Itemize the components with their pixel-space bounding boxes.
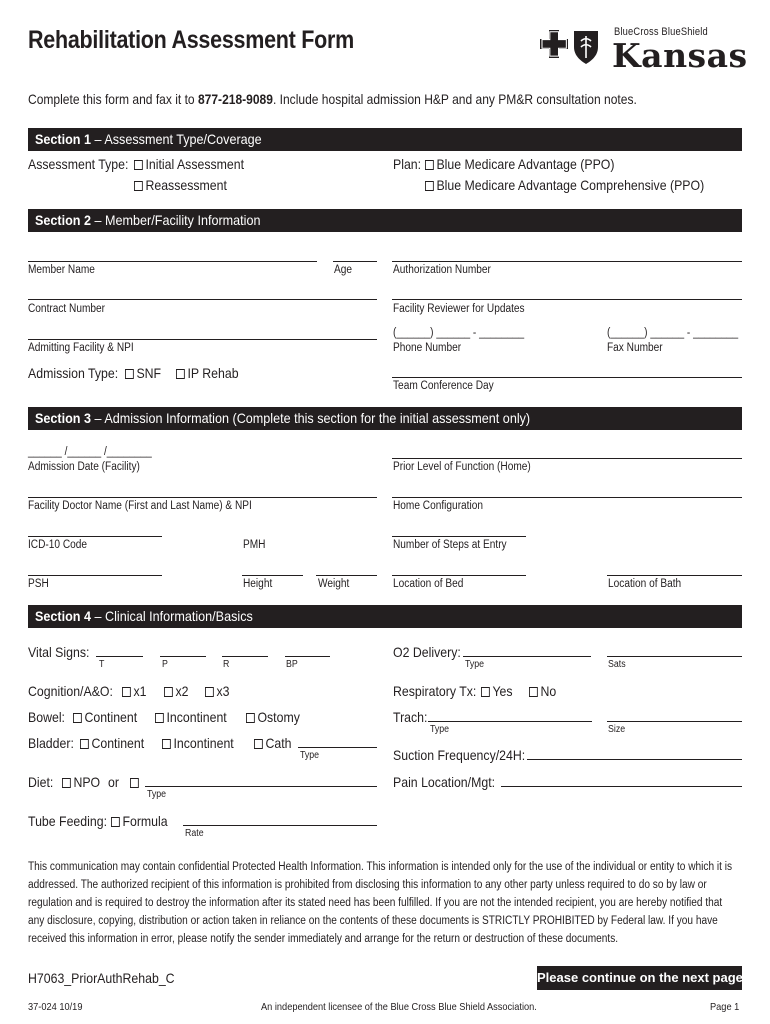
prior-level-label: Prior Level of Function (Home) — [393, 461, 531, 473]
o2-type-label: Type — [465, 659, 485, 670]
fax-number: 877-218-9089 — [197, 91, 273, 107]
respiratory-yes-option[interactable]: Yes — [481, 683, 513, 699]
diet-or-text: or — [108, 774, 119, 790]
pain-field[interactable] — [501, 786, 742, 787]
form-number: 37-024 10/19 — [28, 1001, 83, 1013]
bowel-ostomy-option[interactable]: Ostomy — [246, 709, 300, 725]
diet-npo-option[interactable]: NPO — [62, 774, 100, 790]
psh-label: PSH — [28, 578, 49, 590]
age-label: Age — [334, 264, 353, 276]
respiratory-no-option[interactable]: No — [529, 683, 556, 699]
logo-state-text: Kansas — [612, 36, 748, 75]
authorization-number-field[interactable] — [392, 261, 742, 262]
confidentiality-notice: This communication may contain confidential Protected Health Information. This information is intended only for the use of the individual or entity to which it is addressed. The authorized recipient of this information is prohibited from disclosing this information to any other party unless required to do so by law or regulation and is required to destroy the information after its stated need has been fulfilled. If you are not the intended recipient, you are hereby notified that any disclosure, copying, distribution or action taken in reliance on the contents of these documents is STRICTLY PROHIBITED by Federal law. If you have received this information in error, please notify the sender immediately and arrange for the return or destruction of these documents. — [28, 861, 733, 946]
facility-reviewer-label: Facility Reviewer for Updates — [393, 303, 525, 315]
vital-t-field[interactable] — [96, 656, 143, 657]
suction-label: Suction Frequency/24H: — [393, 747, 526, 763]
vital-r-field[interactable] — [222, 656, 268, 657]
vital-signs-label: Vital Signs: — [28, 644, 90, 660]
section1-header: Section 1 – Assessment Type/Coverage — [28, 128, 742, 151]
age-field[interactable] — [333, 261, 377, 262]
plan-ppo-option[interactable]: Blue Medicare Advantage (PPO) — [425, 156, 615, 172]
intro-text: Complete this form and fax it to 877-218-9089. Include hospital admission H&P and any PM&R consultation notes. — [28, 91, 637, 107]
admission-date-label: Admission Date (Facility) — [28, 461, 140, 473]
icd10-field[interactable] — [28, 536, 162, 537]
rate-label: Rate — [185, 828, 204, 839]
checkbox[interactable] — [125, 369, 134, 379]
contract-number-field[interactable] — [28, 299, 377, 300]
pain-label: Pain Location/Mgt: — [393, 774, 496, 790]
prior-level-field[interactable] — [392, 458, 742, 459]
plan-comprehensive-option[interactable]: Blue Medicare Advantage Comprehensive (PPO) — [425, 177, 704, 193]
psh-field[interactable] — [28, 575, 162, 576]
checkbox[interactable] — [162, 739, 171, 749]
checkbox[interactable] — [130, 778, 139, 788]
tube-feeding-label: Tube Feeding: — [28, 813, 107, 829]
contract-number-label: Contract Number — [28, 303, 106, 315]
team-conference-day-label: Team Conference Day — [393, 380, 494, 392]
team-conference-day-field[interactable] — [392, 377, 742, 378]
height-label: Height — [243, 578, 273, 590]
admitting-facility-field[interactable] — [28, 339, 377, 340]
vital-bp-label: BP — [286, 659, 298, 670]
location-bed-label: Location of Bed — [393, 578, 464, 590]
steps-at-entry-field[interactable] — [392, 536, 526, 537]
admission-type-label: Admission Type: — [28, 365, 119, 381]
respiratory-label: Respiratory Tx: — [393, 683, 477, 699]
bowel-label: Bowel: — [28, 709, 65, 725]
page-number: Page 1 — [710, 1001, 740, 1013]
location-bath-field[interactable] — [607, 575, 742, 576]
location-bath-label: Location of Bath — [608, 578, 682, 590]
checkbox[interactable] — [164, 687, 173, 697]
diet-label: Diet: — [28, 774, 54, 790]
suction-field[interactable] — [527, 759, 742, 760]
vital-bp-field[interactable] — [285, 656, 330, 657]
checkbox[interactable] — [481, 687, 490, 697]
cross-shield-icon — [540, 28, 602, 66]
icd10-label: ICD-10 Code — [28, 539, 88, 551]
tube-feeding-rate-field[interactable] — [183, 825, 377, 826]
trach-type-label: Type — [430, 724, 450, 735]
vital-t-label: T — [99, 659, 105, 670]
sats-field[interactable] — [607, 656, 742, 657]
plan-label: Plan: — [393, 156, 422, 172]
vital-r-label: R — [223, 659, 230, 670]
home-configuration-label: Home Configuration — [393, 500, 484, 512]
diet-other-option[interactable] — [130, 774, 141, 790]
bowel-continent-option[interactable]: Continent — [73, 709, 137, 725]
weight-label: Weight — [318, 578, 350, 590]
cognition-x1-option[interactable]: x1 — [122, 683, 146, 699]
bcbs-logo — [540, 28, 600, 64]
continue-banner: Please continue on the next page. — [537, 966, 742, 990]
cath-type-field[interactable] — [298, 747, 377, 748]
bladder-cath-option[interactable]: Cath — [254, 735, 291, 751]
cognition-x2-option[interactable]: x2 — [164, 683, 188, 699]
vital-p-label: P — [162, 659, 168, 670]
checkbox[interactable] — [176, 369, 185, 379]
bowel-incontinent-option[interactable]: Incontinent — [155, 709, 227, 725]
admitting-facility-label: Admitting Facility & NPI — [28, 342, 134, 354]
checkbox[interactable] — [134, 181, 143, 191]
checkbox[interactable] — [134, 160, 143, 170]
trach-size-field[interactable] — [607, 721, 742, 722]
facility-reviewer-field[interactable] — [392, 299, 742, 300]
form-code: H7063_PriorAuthRehab_C — [28, 970, 175, 986]
pmh-label: PMH — [243, 539, 266, 551]
bladder-continent-option[interactable]: Continent — [80, 735, 144, 751]
cognition-label: Cognition/A&O: — [28, 683, 113, 699]
checkbox[interactable] — [425, 181, 434, 191]
o2-delivery-type-field[interactable] — [463, 656, 591, 657]
page-title: Rehabilitation Assessment Form — [28, 26, 354, 54]
cognition-x3-option[interactable]: x3 — [205, 683, 229, 699]
assessment-type-label: Assessment Type: — [28, 156, 129, 172]
section2-header: Section 2 – Member/Facility Information — [28, 209, 742, 232]
trach-size-label: Size — [608, 724, 626, 735]
snf-option[interactable]: SNF — [125, 365, 161, 381]
checkbox[interactable] — [425, 160, 434, 170]
checkbox[interactable] — [122, 687, 131, 697]
sats-label: Sats — [608, 659, 626, 670]
bladder-label: Bladder: — [28, 735, 74, 751]
trach-type-field[interactable] — [428, 721, 592, 722]
phone-number-label: Phone Number — [393, 342, 462, 354]
home-configuration-field[interactable] — [392, 497, 742, 498]
ip-rehab-option[interactable]: IP Rehab — [176, 365, 239, 381]
checkbox[interactable] — [111, 817, 120, 827]
initial-assessment-option[interactable]: Initial Assessment — [134, 156, 244, 172]
location-bed-field[interactable] — [392, 575, 526, 576]
reassessment-option[interactable]: Reassessment — [134, 177, 227, 193]
weight-field[interactable] — [316, 575, 377, 576]
checkbox[interactable] — [246, 713, 255, 723]
checkbox[interactable] — [62, 778, 71, 788]
fax-number-label: Fax Number — [607, 342, 663, 354]
checkbox[interactable] — [205, 687, 214, 697]
tube-feeding-formula-option[interactable]: Formula — [111, 813, 168, 829]
bladder-incontinent-option[interactable]: Incontinent — [162, 735, 234, 751]
height-field[interactable] — [242, 575, 303, 576]
cath-type-label: Type — [300, 750, 320, 761]
checkbox[interactable] — [254, 739, 263, 749]
member-name-label: Member Name — [28, 264, 95, 276]
checkbox[interactable] — [80, 739, 89, 749]
fax-number-field[interactable]: (______) ______ - ________ — [607, 327, 739, 339]
licensee-text: An independent licensee of the Blue Cross Blue Shield Association. — [261, 1001, 537, 1013]
checkbox[interactable] — [155, 713, 164, 723]
section3-header: Section 3 – Admission Information (Complete this section for the initial assessment only) — [28, 407, 742, 430]
logo-brand-text: BlueCross BlueShield — [614, 26, 708, 38]
diet-type-field[interactable] — [145, 786, 377, 787]
phone-number-field[interactable]: (______) ______ - ________ — [393, 327, 525, 339]
facility-doctor-field[interactable] — [28, 497, 377, 498]
facility-doctor-label: Facility Doctor Name (First and Last Name) & NPI — [28, 500, 252, 512]
checkbox[interactable] — [73, 713, 82, 723]
authorization-number-label: Authorization Number — [393, 264, 491, 276]
diet-type-label: Type — [147, 789, 167, 800]
admission-date-field[interactable]: ______ /______ /________ — [28, 446, 152, 458]
steps-at-entry-label: Number of Steps at Entry — [393, 539, 507, 551]
section4-header: Section 4 – Clinical Information/Basics — [28, 605, 742, 628]
trach-label: Trach: — [393, 709, 428, 725]
member-name-field[interactable] — [28, 261, 317, 262]
vital-p-field[interactable] — [160, 656, 206, 657]
checkbox[interactable] — [529, 687, 538, 697]
o2-delivery-label: O2 Delivery: — [393, 644, 461, 660]
